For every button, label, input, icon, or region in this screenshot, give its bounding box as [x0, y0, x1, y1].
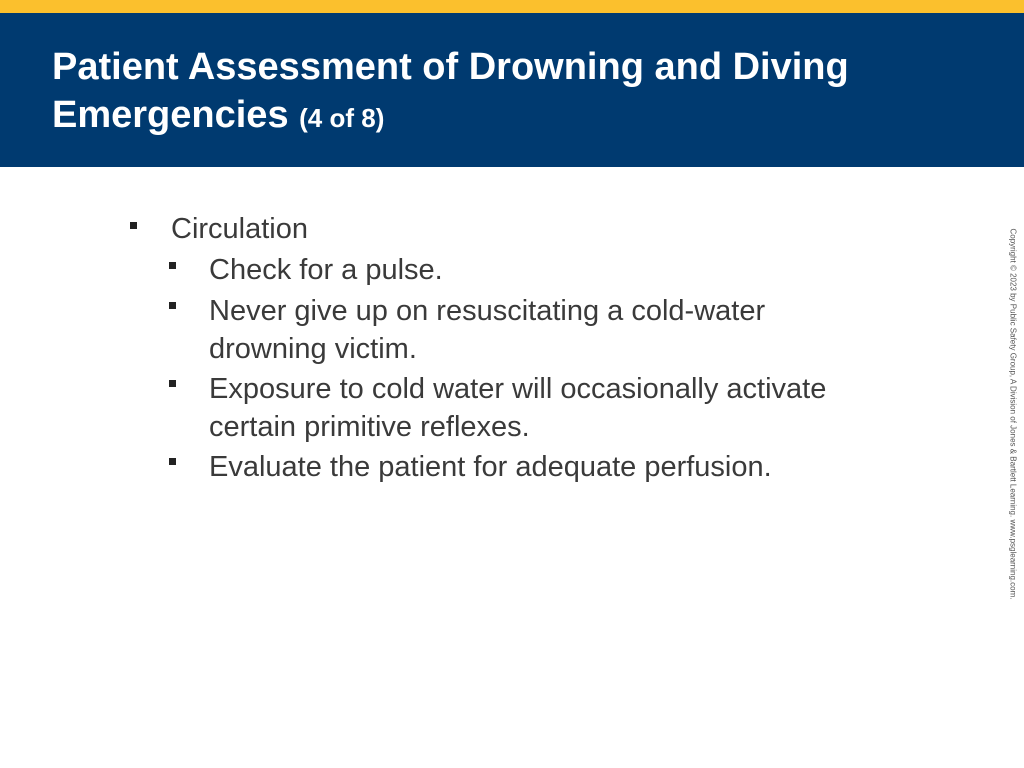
- sub-bullet-marker-icon: [169, 458, 176, 465]
- copyright-notice: Copyright © 2023 by Public Safety Group, A Division of Jones & Bartlett Learning. www.psglearning.com.: [1008, 228, 1018, 600]
- slide-title: [52, 43, 992, 142]
- sub-bullet-4: Evaluate the patient for adequate perfusion.: [209, 451, 772, 483]
- bullet-marker-icon: [130, 222, 137, 229]
- sub-bullet-marker-icon: [169, 262, 176, 269]
- sub-bullet-marker-icon: [169, 380, 176, 387]
- top-accent-bar: [0, 0, 1024, 13]
- sub-bullet-2: Never give up on resuscitating a cold-water drowning victim.: [209, 295, 766, 365]
- sub-bullet-1: Check for a pulse.: [209, 254, 443, 286]
- title-header: [0, 13, 1024, 167]
- bullet-circulation: Circulation: [171, 213, 308, 245]
- sub-bullet-marker-icon: [169, 302, 176, 309]
- slide-title-text: Patient Assessment of Drowning and Diving Emergencies: [52, 46, 849, 136]
- sub-bullet-3: Exposure to cold water will occasionally activate certain primitive reflexes.: [209, 373, 827, 443]
- slide-title-counter: (4 of 8): [299, 103, 385, 133]
